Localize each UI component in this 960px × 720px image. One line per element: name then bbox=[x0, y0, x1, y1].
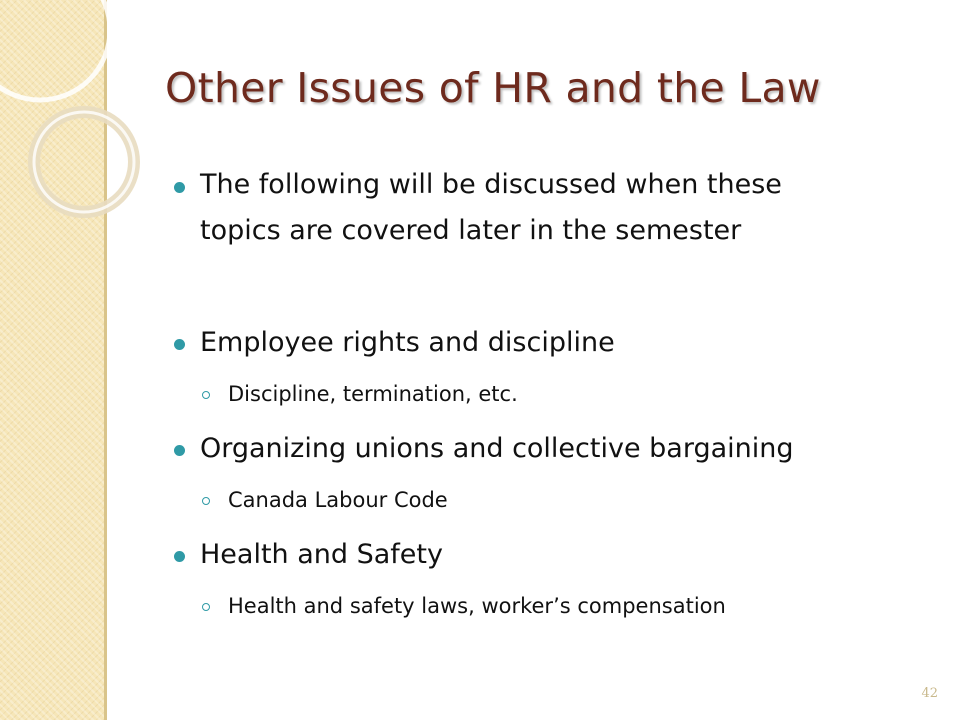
bullet-text: Employee rights and discipline bbox=[200, 327, 615, 358]
bullet-text: Health and Safety bbox=[200, 539, 443, 570]
bullet-ring-icon bbox=[202, 391, 210, 399]
bullet-dot-icon bbox=[174, 445, 185, 456]
bullet-ring-icon bbox=[202, 497, 210, 505]
bullet-text: Organizing unions and collective bargaining bbox=[200, 433, 794, 464]
slide-title: Other Issues of HR and the Law bbox=[165, 64, 821, 112]
sub-bullet-text: Health and safety laws, worker’s compensation bbox=[228, 594, 726, 618]
bullet-text-continued: topics are covered later in the semester bbox=[200, 215, 742, 246]
page-number: 42 bbox=[921, 686, 938, 701]
bullet-text: The following will be discussed when these bbox=[200, 169, 782, 200]
bullet-dot-icon bbox=[174, 551, 185, 562]
bullet-dot-icon bbox=[174, 339, 185, 350]
bullet-ring-icon bbox=[202, 603, 210, 611]
sub-bullet-text: Discipline, termination, etc. bbox=[228, 382, 518, 406]
bullet-dot-icon bbox=[174, 182, 185, 193]
sub-bullet-text: Canada Labour Code bbox=[228, 488, 448, 512]
